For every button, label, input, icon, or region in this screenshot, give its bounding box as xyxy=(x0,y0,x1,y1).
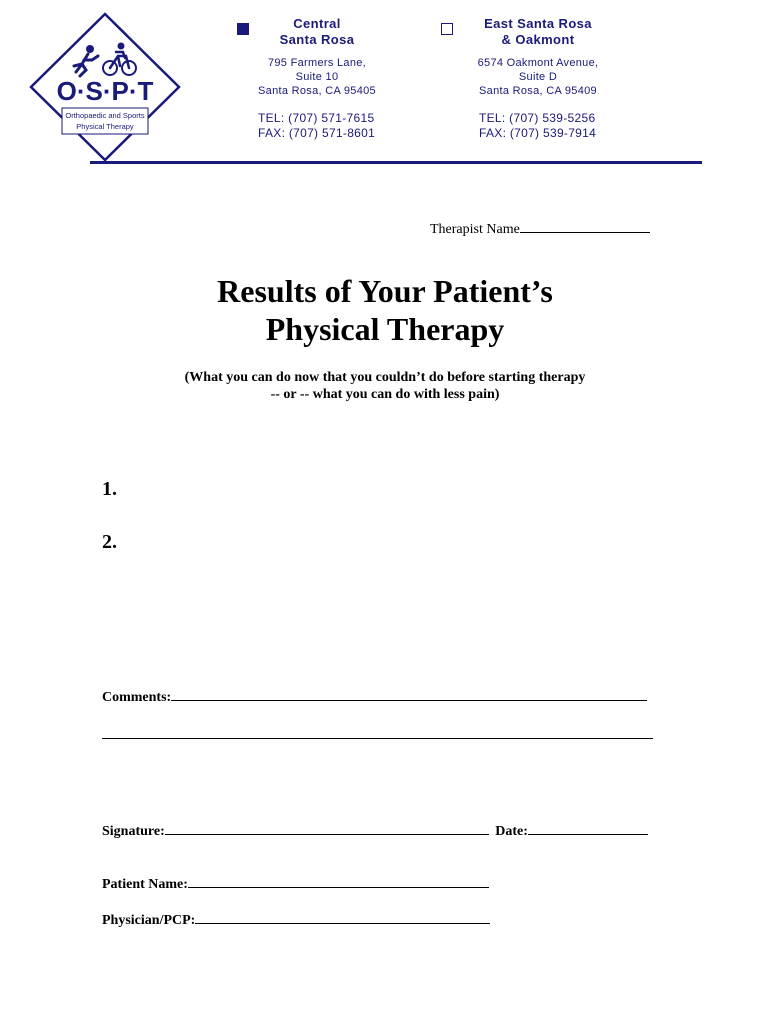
office-address-line-2: Suite D xyxy=(518,71,558,83)
office-name-line-2: & Oakmont xyxy=(501,32,575,47)
east-santa-rosa-checkbox[interactable] xyxy=(441,23,453,35)
comments-input[interactable] xyxy=(171,688,647,701)
office-address-line-1: 6574 Oakmont Avenue, xyxy=(477,57,599,69)
comments-line-2[interactable] xyxy=(102,738,653,739)
item-number-2: 2. xyxy=(102,531,117,553)
header-rule xyxy=(90,161,702,164)
title-line-1: Results of Your Patient’s xyxy=(217,273,553,309)
office-address-line-1: 795 Farmers Lane, xyxy=(267,57,367,69)
subtitle-line-2: -- or -- what you can do with less pain) xyxy=(270,387,500,402)
title-line-2: Physical Therapy xyxy=(265,311,505,347)
comments-label: Comments: xyxy=(102,690,172,705)
ospt-logo xyxy=(28,12,182,162)
physician-field xyxy=(102,911,490,929)
central-santa-rosa-checkbox[interactable] xyxy=(237,23,249,35)
physician-input[interactable] xyxy=(195,911,490,924)
office-name-line-1: East Santa Rosa xyxy=(484,16,592,31)
office-address-line-2: Suite 10 xyxy=(295,71,339,83)
logo-tagline-1: Orthopaedic and Sports xyxy=(65,111,145,120)
office-address-line-3: Santa Rosa, CA 95409 xyxy=(479,85,597,97)
subtitle-line-1: (What you can do now that you couldn’t do before starting therapy xyxy=(184,370,586,385)
office-fax: FAX: (707) 539-7914 xyxy=(479,126,597,140)
logo-letters: O·S·P·T xyxy=(56,76,154,106)
office-fax: FAX: (707) 571-8601 xyxy=(258,126,376,140)
date-input[interactable] xyxy=(528,822,648,835)
office-tel: TEL: (707) 571-7615 xyxy=(258,111,375,125)
logo-tagline-2: Physical Therapy xyxy=(76,122,134,131)
page-title xyxy=(0,272,770,348)
office-name-line-1: Central xyxy=(293,16,341,31)
office-address-line-3: Santa Rosa, CA 95405 xyxy=(258,85,376,97)
patient-name-label: Patient Name: xyxy=(102,877,188,892)
patient-name-field xyxy=(102,875,489,893)
signature-input[interactable] xyxy=(165,822,489,835)
item-number-1: 1. xyxy=(102,478,117,500)
therapist-name-field xyxy=(430,220,650,238)
signature-field xyxy=(102,822,648,840)
office-tel: TEL: (707) 539-5256 xyxy=(479,111,596,125)
signature-label: Signature: xyxy=(102,824,165,839)
therapist-name-input[interactable] xyxy=(520,220,650,233)
page-subtitle xyxy=(0,369,770,403)
date-label: Date: xyxy=(495,824,528,839)
therapist-name-label: Therapist Name xyxy=(430,222,520,237)
office-name-line-2: Santa Rosa xyxy=(279,32,355,47)
office-central xyxy=(256,16,378,141)
patient-name-input[interactable] xyxy=(188,875,489,888)
physician-label: Physician/PCP: xyxy=(102,913,196,928)
comments-field xyxy=(102,688,647,706)
office-east xyxy=(476,16,600,141)
